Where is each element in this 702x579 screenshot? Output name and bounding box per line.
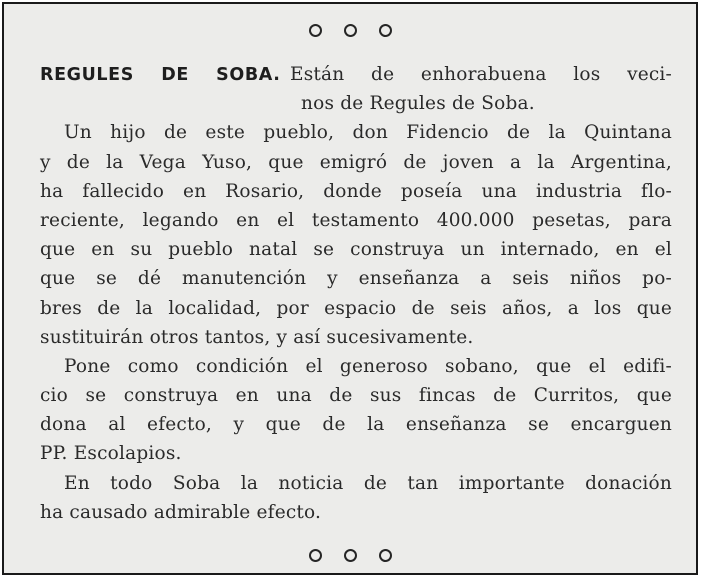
article-line: En todo Soba la noticia de tan importante donación bbox=[64, 472, 672, 494]
article-line bbox=[40, 60, 672, 89]
ring-icon bbox=[379, 549, 392, 562]
article-line: sustituirán otros tantos, y así sucesivamente. bbox=[40, 326, 474, 348]
article-line: que se dé manutención y enseñanza a seis niños po- bbox=[40, 268, 672, 290]
article-clipping bbox=[2, 2, 698, 575]
article-line: ha fallecido en Rosario, donde poseía una industria flo- bbox=[40, 180, 672, 202]
article-line-text: Están de enhorabuena los veci- bbox=[289, 64, 672, 85]
article-line: reciente, legando en el testamento 400.000 pesetas, para bbox=[40, 209, 672, 231]
ring-icon bbox=[309, 549, 322, 562]
article-line: que en su pueblo natal se construya un internado, en el bbox=[40, 239, 672, 261]
article-line: Pone como condición el generoso sobano, que el edifi- bbox=[64, 355, 672, 377]
article-line: Un hijo de este pueblo, don Fidencio de la Quintana bbox=[64, 122, 672, 144]
ring-icon bbox=[309, 24, 322, 37]
article-line: nos de Regules de Soba. bbox=[301, 93, 535, 115]
article-line: dona al efecto, y que de la enseñanza se encarguen bbox=[40, 414, 672, 436]
ring-icon bbox=[379, 24, 392, 37]
top-ornament bbox=[4, 24, 696, 37]
ring-icon bbox=[344, 549, 357, 562]
article-line: ha causado admirable efecto. bbox=[40, 501, 322, 523]
article-line: PP. Escolapios. bbox=[40, 443, 182, 465]
article-line: y de la Vega Yuso, que emigró de joven a la Argentina, bbox=[40, 151, 672, 173]
article-line: cio se construya en una de sus fincas de Curritos, que bbox=[40, 385, 672, 407]
ring-icon bbox=[344, 24, 357, 37]
article-heading: REGULES DE SOBA. bbox=[40, 65, 281, 85]
article-line: bres de la localidad, por espacio de seis años, a los que bbox=[40, 297, 672, 319]
article-body bbox=[40, 60, 672, 527]
bottom-ornament bbox=[4, 549, 696, 562]
